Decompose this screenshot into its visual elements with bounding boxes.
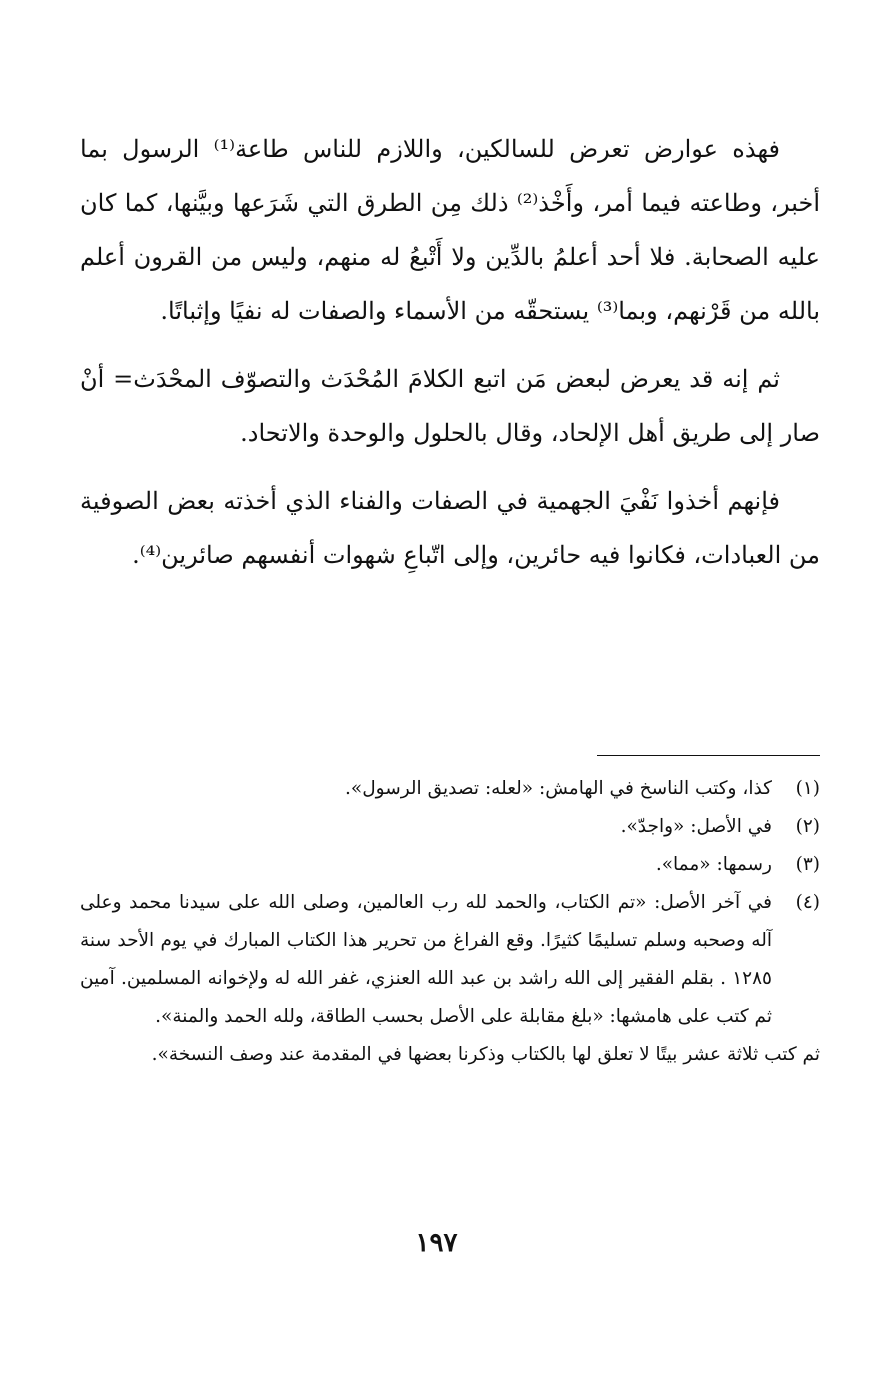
footnote-text: في آخر الأصل: «تم الكتاب، والحمد لله رب العالمين، وصلى الله على سيدنا محمد وعلى آله وصحبه وسلم تسليمًا كثيرًا. وقع الفراغ من تحرير هذا الكتاب المبارك في يوم الأحد سنة ١٢٨٥ . بقلم الفقير إلى الله راشد بن عبد الله العنزي، غفر الله له ولإخوانه المسلمين. آمين ثم كتب على هامشها: «بلغ مقابلة على الأصل بحسب الطاقة، ولله الحمد والمنة». [80,892,772,1027]
paragraph-2: ثم إنه قد يعرض لبعض مَن اتبع الكلامَ المُحْدَث والتصوّف المحْدَث= أنْ صار إلى طريق أهل الإلحاد، وقال بالحلول والوحدة والاتحاد. [80,365,820,447]
footnote-text: كذا، وكتب الناسخ في الهامش: «لعله: تصديق الرسول». [345,778,772,799]
footnote-3 [80,846,820,884]
footnote-continuation: ثم كتب ثلاثة عشر بيتًا لا تعلق لها بالكتاب وذكرنا بعضها في المقدمة عند وصف النسخة». [151,1044,820,1065]
footnote-text: في الأصل: «واجدّ». [620,816,772,837]
footnote-4 [80,884,820,1036]
footnotes [80,770,820,1074]
footnote-separator [597,755,820,756]
footnote-1 [80,770,820,808]
footnote-number: (١) [795,778,820,799]
paragraph-1: فهذه عوارض تعرض للسالكين، واللازم للناس طاعة⁽¹⁾ الرسول بما أخبر، وطاعته فيما أمر، وأَخْذ⁽²⁾ ذلك مِن الطرق التي شَرَعها وبيَّنها، كما كان عليه الصحابة. فلا أحد أعلمُ بالدِّين ولا أَتْبعُ له منهم، وليس من القرون أعلم بالله من قَرْنهم، وبما⁽³⁾ يستحقّه من الأسماء والصفات له نفيًا وإثباتًا. [80,135,821,325]
footnote-number: (٢) [795,816,820,837]
main-text [80,122,820,596]
page-number: ١٩٧ [415,1228,458,1258]
footnote-text: رسمها: «مما». [655,854,772,875]
footnote-2 [80,808,820,846]
footnote-number: (٤) [795,892,820,913]
footnote-number: (٣) [795,854,820,875]
paragraph-3: فإنهم أخذوا نَفْيَ الجهمية في الصفات والفناء الذي أخذته بعض الصوفية من العبادات، فكانوا فيه حائرين، وإلى اتّباعِ شهوات أنفسهم صائرين⁽⁴⁾. [80,487,820,569]
